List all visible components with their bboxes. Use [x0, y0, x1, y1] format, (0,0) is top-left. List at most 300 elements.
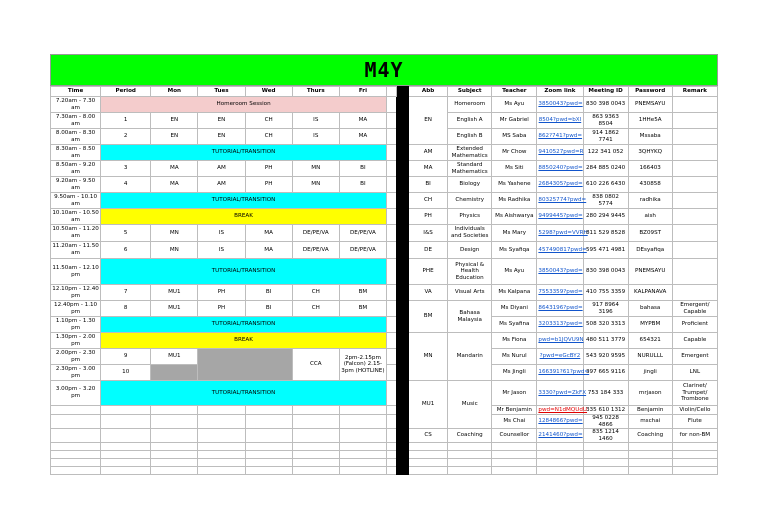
sheet-title[interactable]: M4Y [50, 54, 718, 86]
empty-cell[interactable] [339, 451, 386, 459]
teacher-cell[interactable]: Ms Aishwarya [492, 209, 537, 225]
wed-cell[interactable]: CH [245, 129, 292, 145]
abb-cell[interactable]: BI [409, 177, 448, 193]
header-password[interactable]: Password [628, 87, 672, 97]
subject-cell[interactable]: Visual Arts [448, 285, 492, 301]
abb-cell[interactable]: CH [409, 193, 448, 209]
abb-cell[interactable]: MU1 [409, 381, 448, 429]
meeting-id-cell[interactable]: 835 1214 1460 [583, 429, 628, 443]
zoom-link-text[interactable]: 5298?pwd=VVRH [538, 229, 588, 236]
header-period[interactable]: Period [101, 87, 151, 97]
wed-cell[interactable]: PH [245, 161, 292, 177]
abb-cell[interactable]: MN [409, 333, 448, 381]
abb-cell[interactable]: DE [409, 242, 448, 259]
empty-cell[interactable] [339, 459, 386, 467]
remark-cell[interactable] [672, 193, 717, 209]
meeting-id-cell[interactable]: 753 184 333 [583, 381, 628, 406]
header-meeting-id[interactable]: Meeting ID [583, 87, 628, 97]
empty-cell[interactable] [628, 451, 672, 459]
period-cell[interactable]: 4 [101, 177, 151, 193]
tue-cell[interactable]: PH [198, 301, 245, 317]
zoom-link[interactable] [537, 259, 583, 285]
header-teacher[interactable]: Teacher [492, 87, 537, 97]
spacer-cell[interactable] [386, 177, 396, 193]
empty-cell[interactable] [245, 467, 292, 475]
wed-cell[interactable]: PH [245, 177, 292, 193]
thu-cell[interactable]: CCA [292, 349, 339, 381]
password-cell[interactable]: jingli [628, 365, 672, 381]
empty-cell[interactable] [245, 415, 292, 429]
zoom-link[interactable] [537, 242, 587, 259]
teacher-cell[interactable]: Mr Jason [492, 381, 537, 406]
empty-cell[interactable] [198, 443, 245, 451]
remark-cell[interactable] [672, 242, 717, 259]
spacer-cell[interactable] [386, 129, 396, 145]
zoom-link-text[interactable]: 3203313?pwd= [538, 321, 583, 328]
teacher-cell[interactable]: Counsellor [492, 429, 537, 443]
thu-cell[interactable]: DE/PE/VA [292, 242, 339, 259]
thu-cell[interactable]: MN [292, 161, 339, 177]
remark-cell[interactable] [672, 113, 717, 129]
abb-cell[interactable]: PH [409, 209, 448, 225]
empty-cell[interactable] [292, 459, 339, 467]
teacher-cell[interactable]: Ms Syafina [492, 317, 537, 333]
spacer-cell[interactable] [386, 209, 396, 225]
meeting-id-cell[interactable]: 838 0802 5774 [583, 193, 628, 209]
zoom-link-text[interactable]: 8643196?pwd= [538, 305, 583, 312]
wed-cell[interactable]: BI [245, 301, 292, 317]
empty-cell[interactable] [51, 451, 101, 459]
empty-cell[interactable] [151, 415, 198, 429]
spacer-cell[interactable] [386, 429, 396, 443]
empty-cell[interactable] [151, 443, 198, 451]
zoom-link-text[interactable]: 7553359?pwd= [538, 289, 583, 296]
fri-cell[interactable]: DE/PE/VA [339, 225, 386, 242]
subject-cell[interactable]: Music [448, 381, 492, 429]
empty-cell[interactable] [448, 467, 492, 475]
wed-cell[interactable]: CH [245, 113, 292, 129]
subject-cell[interactable]: Bahasa Malaysia [448, 301, 492, 333]
password-cell[interactable]: bahasa [628, 301, 672, 317]
time-cell[interactable]: 12.40pm - 1.10 pm [51, 301, 101, 317]
tutorial-transition-cell[interactable]: TUTORIAL/TRANSITION [101, 193, 387, 209]
spacer-cell[interactable] [386, 259, 396, 285]
remark-cell[interactable] [672, 259, 717, 285]
blank-gray-cell[interactable] [151, 365, 198, 381]
header-fri[interactable]: Fri [339, 87, 386, 97]
header-subject[interactable]: Subject [448, 87, 492, 97]
empty-cell[interactable] [101, 467, 151, 475]
zoom-link[interactable] [537, 365, 590, 381]
period-cell[interactable]: 9 [101, 349, 151, 365]
meeting-id-cell[interactable]: 122 341 052 [583, 145, 628, 161]
thu-cell[interactable]: MN [292, 177, 339, 193]
meeting-id-cell[interactable]: 863 9363 8504 [583, 113, 628, 129]
tutorial-transition-cell[interactable]: TUTORIAL/TRANSITION [101, 259, 387, 285]
remark-cell[interactable]: for non-BM [672, 429, 717, 443]
meeting-id-cell[interactable]: 830 398 0043 [583, 259, 628, 285]
empty-cell[interactable] [672, 451, 717, 459]
password-cell[interactable]: PNEMSAYU [628, 97, 672, 113]
time-cell[interactable]: 7.30am - 8.00 am [51, 113, 101, 129]
subject-cell[interactable]: Design [448, 242, 492, 259]
abb-cell[interactable]: I&S [409, 225, 448, 242]
teacher-cell[interactable]: Ms Siti [492, 161, 537, 177]
zoom-link[interactable] [537, 209, 583, 225]
thu-cell[interactable]: CH [292, 285, 339, 301]
empty-cell[interactable] [151, 459, 198, 467]
password-cell[interactable]: 430858 [628, 177, 672, 193]
empty-cell[interactable] [51, 443, 101, 451]
zoom-link[interactable] [537, 406, 588, 415]
header-remark[interactable]: Remark [672, 87, 717, 97]
zoom-link-text[interactable]: 3850043?pwd= [538, 268, 583, 275]
empty-cell[interactable] [628, 443, 672, 451]
zoom-link-text[interactable]: pwd=N1dMQUdU [538, 406, 588, 413]
password-cell[interactable]: radhika [628, 193, 672, 209]
spacer-cell[interactable] [386, 459, 396, 467]
fri-cell[interactable]: BM [339, 301, 386, 317]
password-cell[interactable]: Benjamin [628, 406, 672, 415]
spacer-cell[interactable] [386, 285, 396, 301]
zoom-link-text[interactable]: 8850240?pwd= [538, 165, 583, 172]
tutorial-transition-cell[interactable]: TUTORIAL/TRANSITION [101, 317, 387, 333]
empty-cell[interactable] [339, 429, 386, 443]
zoom-link-text[interactable]: 3850043?pwd= [538, 101, 583, 108]
spacer-cell[interactable] [386, 301, 396, 317]
zoom-link[interactable] [537, 415, 583, 429]
meeting-id-cell[interactable]: 397 665 9116 [583, 365, 628, 381]
password-cell[interactable]: Coaching [628, 429, 672, 443]
empty-cell[interactable] [151, 467, 198, 475]
zoom-link[interactable] [537, 97, 583, 113]
empty-cell[interactable] [51, 406, 101, 415]
zoom-link-text[interactable]: 9410527pwd=R [538, 149, 584, 156]
time-cell[interactable]: 10.50am - 11.20 am [51, 225, 101, 242]
meeting-id-cell[interactable]: 945 0228 4866 [583, 415, 628, 429]
password-cell[interactable]: 3QHYKQ [628, 145, 672, 161]
empty-cell[interactable] [198, 451, 245, 459]
zoom-link[interactable] [537, 333, 583, 349]
zoom-link-text[interactable]: 9499445?pwd= [538, 213, 583, 220]
spacer-cell[interactable] [386, 97, 396, 113]
abb-cell[interactable]: VA [409, 285, 448, 301]
remark-cell[interactable]: Clarinet/ Trumpet/ Trombone [672, 381, 717, 406]
empty-cell[interactable] [672, 443, 717, 451]
empty-cell[interactable] [198, 429, 245, 443]
password-cell[interactable]: KALPANAVA [628, 285, 672, 301]
empty-cell[interactable] [198, 415, 245, 429]
remark-cell[interactable]: Emergent/ Capable [672, 301, 717, 317]
abb-cell[interactable]: PHE [409, 259, 448, 285]
empty-cell[interactable] [448, 443, 492, 451]
password-cell[interactable]: BZ09ST [628, 225, 672, 242]
abb-cell[interactable]: CS [409, 429, 448, 443]
tue-cell[interactable]: IS [198, 225, 245, 242]
spacer-cell[interactable] [386, 381, 396, 406]
empty-cell[interactable] [492, 459, 537, 467]
empty-cell[interactable] [292, 415, 339, 429]
password-cell[interactable]: 1HHe5A [628, 113, 672, 129]
empty-cell[interactable] [672, 467, 717, 475]
thu-cell[interactable]: DE/PE/VA [292, 225, 339, 242]
spacer-cell[interactable] [386, 333, 396, 349]
empty-cell[interactable] [409, 451, 448, 459]
time-cell[interactable]: 2.00pm - 2.30 pm [51, 349, 101, 365]
empty-cell[interactable] [292, 406, 339, 415]
mon-cell[interactable]: MU1 [151, 349, 198, 365]
tue-cell[interactable]: AM [198, 161, 245, 177]
mon-cell[interactable]: EN [151, 129, 198, 145]
teacher-cell[interactable]: Ms Diyani [492, 301, 537, 317]
meeting-id-cell[interactable]: 811 529 8528 [583, 225, 628, 242]
period-cell[interactable]: 3 [101, 161, 151, 177]
time-cell[interactable]: 11.20am - 11.50 am [51, 242, 101, 259]
spacer-cell[interactable] [386, 113, 396, 129]
spacer-cell[interactable] [386, 225, 396, 242]
empty-cell[interactable] [409, 467, 448, 475]
zoom-link[interactable] [537, 381, 587, 406]
zoom-link-text[interactable]: 2141460?pwd= [538, 432, 583, 439]
abb-cell[interactable]: EN [409, 97, 448, 145]
time-cell[interactable]: 9.20am - 9.50 am [51, 177, 101, 193]
empty-cell[interactable] [672, 459, 717, 467]
tue-cell[interactable]: PH [198, 285, 245, 301]
homeroom-session-cell[interactable]: Homeroom Session [101, 97, 387, 113]
empty-cell[interactable] [245, 429, 292, 443]
password-cell[interactable]: PNEMSAYU [628, 259, 672, 285]
empty-cell[interactable] [101, 406, 151, 415]
password-cell[interactable]: mrjason [628, 381, 672, 406]
empty-cell[interactable] [151, 451, 198, 459]
time-cell[interactable]: 8.50am - 9.20 am [51, 161, 101, 177]
header-wed[interactable]: Wed [245, 87, 292, 97]
empty-cell[interactable] [583, 459, 628, 467]
empty-cell[interactable] [51, 459, 101, 467]
teacher-cell[interactable]: Mr Gabriel [492, 113, 537, 129]
empty-cell[interactable] [492, 443, 537, 451]
password-cell[interactable]: 166403 [628, 161, 672, 177]
spacer-cell[interactable] [386, 193, 396, 209]
abb-cell[interactable]: BM [409, 301, 448, 333]
time-cell[interactable]: 3.00pm - 3.20 pm [51, 381, 101, 406]
blank-gray-cell[interactable] [198, 349, 292, 381]
empty-cell[interactable] [448, 459, 492, 467]
meeting-id-cell[interactable]: 508 320 3313 [583, 317, 628, 333]
mon-cell[interactable]: MA [151, 177, 198, 193]
teacher-cell[interactable]: Ms Kalpana [492, 285, 537, 301]
header-tues[interactable]: Tues [198, 87, 245, 97]
time-cell[interactable]: 8.30am - 8.50 am [51, 145, 101, 161]
fri-cell[interactable]: 2pm-2.15pm (Falcon) 2.15-3pm (HOTLINE) [339, 349, 386, 381]
spacer-cell[interactable] [386, 317, 396, 333]
empty-cell[interactable] [51, 467, 101, 475]
meeting-id-cell[interactable]: 830 398 0043 [583, 97, 628, 113]
tue-cell[interactable]: AM [198, 177, 245, 193]
period-cell[interactable]: 2 [101, 129, 151, 145]
abb-cell[interactable]: AM [409, 145, 448, 161]
meeting-id-cell[interactable]: 914 1862 7741 [583, 129, 628, 145]
empty-cell[interactable] [51, 415, 101, 429]
fri-cell[interactable]: DE/PE/VA [339, 242, 386, 259]
teacher-cell[interactable]: Ms Chai [492, 415, 537, 429]
subject-cell[interactable]: Coaching [448, 429, 492, 443]
empty-cell[interactable] [101, 429, 151, 443]
zoom-link[interactable] [537, 129, 583, 145]
empty-cell[interactable] [537, 451, 583, 459]
empty-cell[interactable] [339, 415, 386, 429]
zoom-link[interactable] [537, 349, 583, 365]
empty-cell[interactable] [101, 415, 151, 429]
remark-cell[interactable] [672, 129, 717, 145]
wed-cell[interactable]: MA [245, 225, 292, 242]
spacer-cell[interactable] [386, 87, 396, 97]
tutorial-transition-cell[interactable]: TUTORIAL/TRANSITION [101, 145, 387, 161]
spacer-cell[interactable] [386, 161, 396, 177]
remark-cell[interactable] [672, 145, 717, 161]
header-time[interactable]: Time [51, 87, 101, 97]
teacher-cell[interactable]: Ms Ayu [492, 97, 537, 113]
time-cell[interactable]: 2.30pm - 3.00 pm [51, 365, 101, 381]
time-cell[interactable]: 7.20am - 7.30 am [51, 97, 101, 113]
time-cell[interactable]: 9.50am - 10.10 am [51, 193, 101, 209]
empty-cell[interactable] [245, 443, 292, 451]
spacer-cell[interactable] [386, 145, 396, 161]
empty-cell[interactable] [339, 443, 386, 451]
teacher-cell[interactable]: Ms Ayu [492, 259, 537, 285]
time-cell[interactable]: 12.10pm - 12.40 pm [52, 285, 99, 299]
spacer-cell[interactable] [386, 349, 396, 365]
zoom-link-text[interactable]: ?pwd=eGcBY2 [539, 353, 581, 360]
spacer-cell[interactable] [386, 415, 396, 429]
thu-cell[interactable]: IS [292, 113, 339, 129]
remark-cell[interactable]: Flute [672, 415, 717, 429]
meeting-id-cell[interactable]: 595 471 4981 [583, 242, 628, 259]
zoom-link-text[interactable]: 1284866?pwd= [538, 418, 583, 425]
remark-cell[interactable] [672, 161, 717, 177]
meeting-id-cell[interactable]: 610 226 6430 [583, 177, 628, 193]
zoom-link[interactable] [537, 177, 583, 193]
time-cell[interactable]: 11.50am - 12.10 pm [51, 259, 101, 285]
empty-cell[interactable] [583, 443, 628, 451]
empty-cell[interactable] [583, 451, 628, 459]
password-cell[interactable]: 654321 [628, 333, 672, 349]
remark-cell[interactable] [672, 209, 717, 225]
abb-cell[interactable]: MA [409, 161, 448, 177]
zoom-link-text[interactable]: 2684305?pwd= [538, 181, 583, 188]
time-cell[interactable]: 1.10pm - 1.30 pm [51, 317, 101, 333]
time-cell[interactable]: 8.00am - 8.30 am [51, 129, 101, 145]
meeting-id-cell[interactable]: 280 294 9445 [583, 209, 628, 225]
remark-cell[interactable] [672, 177, 717, 193]
empty-cell[interactable] [292, 467, 339, 475]
zoom-link-text[interactable]: 3330?pwd=ZkFX [538, 389, 587, 396]
remark-cell[interactable]: Proficient [672, 317, 717, 333]
empty-cell[interactable] [151, 429, 198, 443]
meeting-id-cell[interactable]: 480 511 3779 [583, 333, 628, 349]
tutorial-transition-cell[interactable]: TUTORIAL/TRANSITION [101, 381, 387, 406]
thu-cell[interactable]: IS [292, 129, 339, 145]
empty-cell[interactable] [339, 406, 386, 415]
subject-cell[interactable]: Physical & Health Education [448, 259, 492, 285]
spacer-cell[interactable] [386, 467, 396, 475]
spacer-cell[interactable] [386, 365, 396, 381]
mon-cell[interactable]: MU1 [151, 301, 198, 317]
empty-cell[interactable] [101, 459, 151, 467]
fri-cell[interactable]: BI [339, 161, 386, 177]
mon-cell[interactable]: MN [151, 225, 198, 242]
empty-cell[interactable] [51, 429, 101, 443]
empty-cell[interactable] [245, 459, 292, 467]
empty-cell[interactable] [151, 406, 198, 415]
teacher-cell[interactable]: Ms Yashene [492, 177, 537, 193]
teacher-cell[interactable]: Ms Syafiqa [492, 242, 537, 259]
empty-cell[interactable] [292, 429, 339, 443]
fri-cell[interactable]: BM [339, 285, 386, 301]
zoom-link[interactable] [537, 317, 583, 333]
spacer-cell[interactable] [386, 242, 396, 259]
empty-cell[interactable] [292, 443, 339, 451]
remark-cell[interactable] [672, 285, 717, 301]
period-cell[interactable]: 10 [101, 365, 151, 381]
empty-cell[interactable] [448, 451, 492, 459]
break-cell[interactable]: BREAK [101, 333, 387, 349]
subject-cell[interactable]: English B [448, 129, 492, 145]
empty-cell[interactable] [409, 459, 448, 467]
thu-cell[interactable]: CH [292, 301, 339, 317]
empty-cell[interactable] [292, 451, 339, 459]
empty-cell[interactable] [245, 406, 292, 415]
zoom-link[interactable] [537, 285, 583, 301]
password-cell[interactable]: mschai [628, 415, 672, 429]
zoom-link[interactable] [537, 301, 583, 317]
zoom-link[interactable] [537, 113, 583, 129]
period-cell[interactable]: 8 [101, 301, 151, 317]
meeting-id-cell[interactable]: 335 610 1312 [583, 406, 628, 415]
empty-cell[interactable] [537, 459, 583, 467]
mon-cell[interactable]: MA [151, 161, 198, 177]
teacher-cell[interactable]: Ms Nurul [492, 349, 537, 365]
zoom-link-text[interactable]: pwd=b1JQVU9N [538, 337, 584, 344]
subject-cell[interactable]: Standard Mathematics [448, 161, 492, 177]
zoom-link-text[interactable]: 862?741?pwd= [538, 133, 583, 140]
remark-cell[interactable] [672, 97, 717, 113]
password-cell[interactable]: DEsyafiqa [628, 242, 672, 259]
subject-cell[interactable]: Chemistry [448, 193, 492, 209]
zoom-link[interactable] [537, 161, 583, 177]
subject-cell[interactable]: Biology [448, 177, 492, 193]
subject-cell[interactable]: Homeroom [448, 97, 492, 113]
empty-cell[interactable] [537, 467, 583, 475]
teacher-cell[interactable]: Ms Radhika [492, 193, 537, 209]
meeting-id-cell[interactable]: 284 885 0240 [583, 161, 628, 177]
zoom-link-text[interactable]: 8504?pwd=bXl [538, 117, 582, 124]
spacer-cell[interactable] [386, 451, 396, 459]
teacher-cell[interactable]: Ms Mary [492, 225, 537, 242]
empty-cell[interactable] [537, 443, 583, 451]
mon-cell[interactable]: EN [151, 113, 198, 129]
password-cell[interactable]: NURULLL [628, 349, 672, 365]
period-cell[interactable]: 7 [101, 285, 151, 301]
wed-cell[interactable]: BI [245, 285, 292, 301]
zoom-link[interactable] [537, 145, 583, 161]
subject-cell[interactable]: English A [448, 113, 492, 129]
mon-cell[interactable]: MU1 [151, 285, 198, 301]
zoom-link-text[interactable]: 166391?61?pwd= [538, 369, 590, 376]
remark-cell[interactable] [672, 225, 717, 242]
subject-cell[interactable]: Physics [448, 209, 492, 225]
empty-cell[interactable] [339, 467, 386, 475]
